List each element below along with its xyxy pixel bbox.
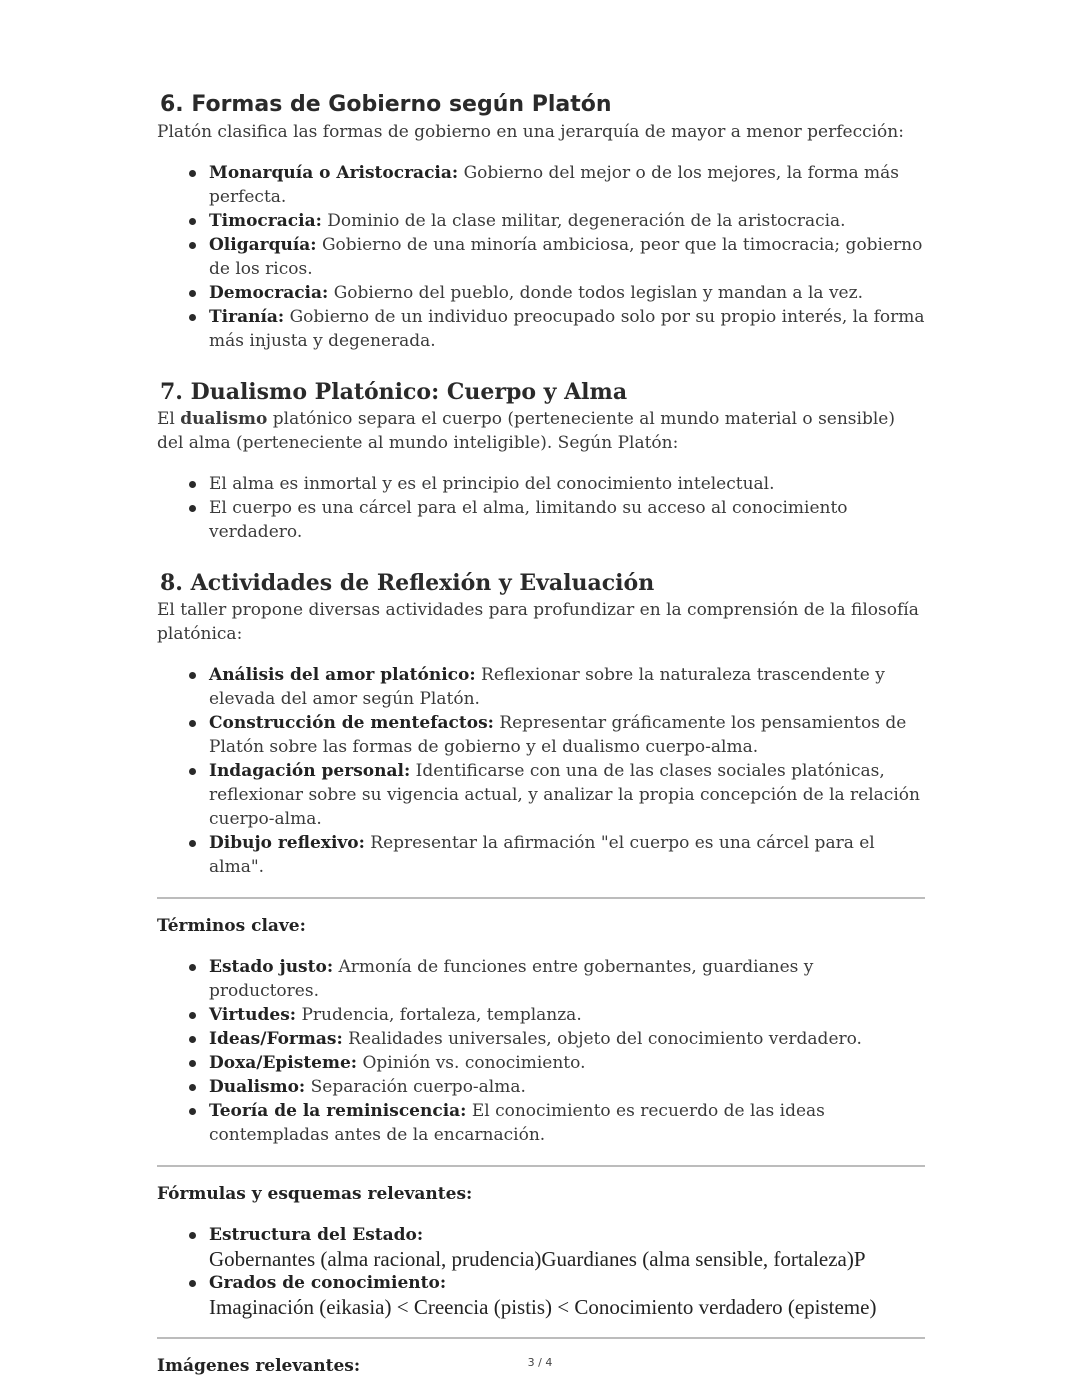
list-item [209, 209, 925, 233]
list-item-term: Virtudes: [209, 1005, 297, 1025]
list-item-term: Dualismo: [209, 1077, 306, 1097]
government-forms-list [157, 161, 925, 353]
list-item [209, 1075, 925, 1099]
section-8-intro: El taller propone diversas actividades para profundizar en la comprensión de la filosofía platónica: [157, 600, 919, 644]
list-item-term: Estructura del Estado: [209, 1225, 424, 1245]
list-item [209, 711, 925, 759]
list-item-term: Indagación personal: [209, 761, 411, 781]
list-item [209, 281, 925, 305]
list-item-text: Separación cuerpo-alma. [305, 1077, 526, 1097]
list-item-term: Dibujo reflexivo: [209, 833, 365, 853]
key-terms-list [157, 955, 925, 1147]
section-7-heading: 7. Dualismo Platónico: Cuerpo y Alma [160, 379, 628, 405]
list-item [209, 955, 925, 1003]
section-8 [157, 568, 925, 879]
list-item-term: Ideas/Formas: [209, 1029, 343, 1049]
list-item [209, 663, 925, 711]
list-item [209, 759, 925, 831]
section-7 [157, 377, 925, 544]
list-item [209, 1027, 925, 1051]
list-item-text: El conocimiento es recuerdo de las ideas contempladas antes de la encarnación. [209, 1101, 825, 1145]
list-item [209, 1099, 925, 1147]
list-item-term: Teoría de la reminiscencia: [209, 1101, 467, 1121]
list-item-text: Dominio de la clase militar, degeneración de la aristocracia. [321, 211, 846, 231]
activities-list [157, 663, 925, 879]
section-7-intro [157, 407, 925, 455]
dualism-list [157, 472, 925, 544]
list-item: El cuerpo es una cárcel para el alma, limitando su acceso al conocimiento verdadero. [209, 496, 925, 544]
divider [157, 1165, 925, 1167]
section-8-heading: 8. Actividades de Reflexión y Evaluación [160, 570, 655, 596]
key-terms-label: Términos clave: [157, 916, 306, 936]
list-item-text: Prudencia, fortaleza, templanza. [296, 1005, 582, 1025]
list-item [209, 1223, 925, 1271]
list-item-text: Gobierno del pueblo, donde todos legislan y mandan a la vez. [328, 283, 863, 303]
list-item-term: Timocracia: [209, 211, 322, 231]
formulas-label: Fórmulas y esquemas relevantes: [157, 1184, 473, 1204]
divider [157, 1337, 925, 1339]
formula: Imaginación (eikasia) < Creencia (pistis) < Conocimiento verdadero (episteme) [209, 1295, 877, 1319]
list-item-text: Realidades universales, objeto del conocimiento verdadero. [342, 1029, 862, 1049]
list-item-text: Gobierno de un individuo preocupado solo por su propio interés, la forma más injusta y degenerada. [209, 307, 925, 351]
list-item [209, 233, 925, 281]
list-item-term: Democracia: [209, 283, 329, 303]
section-6-heading: 6. Formas de Gobierno según Platón [160, 92, 612, 117]
list-item-text: Reflexionar sobre la naturaleza trascendente y elevada del amor según Platón. [209, 665, 885, 709]
list-item [209, 1051, 925, 1075]
intro-text: El [157, 409, 181, 429]
list-item-term: Oligarquía: [209, 235, 317, 255]
list-item-text: Representar la afirmación "el cuerpo es una cárcel para el alma". [209, 833, 875, 877]
section-6-intro: Platón clasifica las formas de gobierno en una jerarquía de mayor a menor perfección: [157, 122, 904, 142]
list-item [209, 1271, 925, 1319]
list-item [209, 305, 925, 353]
list-item-term: Análisis del amor platónico: [209, 665, 476, 685]
list-item-text: Identificarse con una de las clases sociales platónicas, reflexionar sobre su vigencia actual, y analizar la propia concepción de la relación cuerpo-alma. [209, 761, 920, 829]
formulas-list [157, 1223, 925, 1319]
page-indicator: 3 / 4 [527, 1356, 553, 1369]
list-item-text: Gobierno de una minoría ambiciosa, peor que la timocracia; gobierno de los ricos. [209, 235, 923, 279]
list-item-term: Grados de conocimiento: [209, 1273, 447, 1293]
list-item-text: Opinión vs. conocimiento. [357, 1053, 586, 1073]
list-item-text: Armonía de funciones entre gobernantes, guardianes y productores. [209, 957, 814, 1001]
list-item-text: Representar gráficamente los pensamientos de Platón sobre las formas de gobierno y el dualismo cuerpo-alma. [209, 713, 907, 757]
list-item [209, 161, 925, 209]
list-item-term: Monarquía o Aristocracia: [209, 163, 459, 183]
images-label: Imágenes relevantes: [157, 1356, 361, 1376]
list-item-term: Doxa/Episteme: [209, 1053, 358, 1073]
document-page [157, 90, 925, 1378]
list-item-text: Gobierno del mejor o de los mejores, la forma más perfecta. [209, 163, 899, 207]
list-item-term: Estado justo: [209, 957, 334, 977]
list-item: El alma es inmortal y es el principio del conocimiento intelectual. [209, 472, 925, 496]
list-item-term: Tiranía: [209, 307, 285, 327]
intro-text: platónico separa el cuerpo (perteneciente al mundo material o sensible) del alma (perteneciente al mundo inteligible). Según Platón: [157, 409, 895, 453]
divider [157, 897, 925, 899]
list-item [209, 831, 925, 879]
formula: Gobernantes (alma racional, prudencia)Guardianes (alma sensible, fortaleza)P [209, 1247, 866, 1271]
list-item [209, 1003, 925, 1027]
intro-bold-term: dualismo [180, 409, 268, 429]
list-item-term: Construcción de mentefactos: [209, 713, 494, 733]
